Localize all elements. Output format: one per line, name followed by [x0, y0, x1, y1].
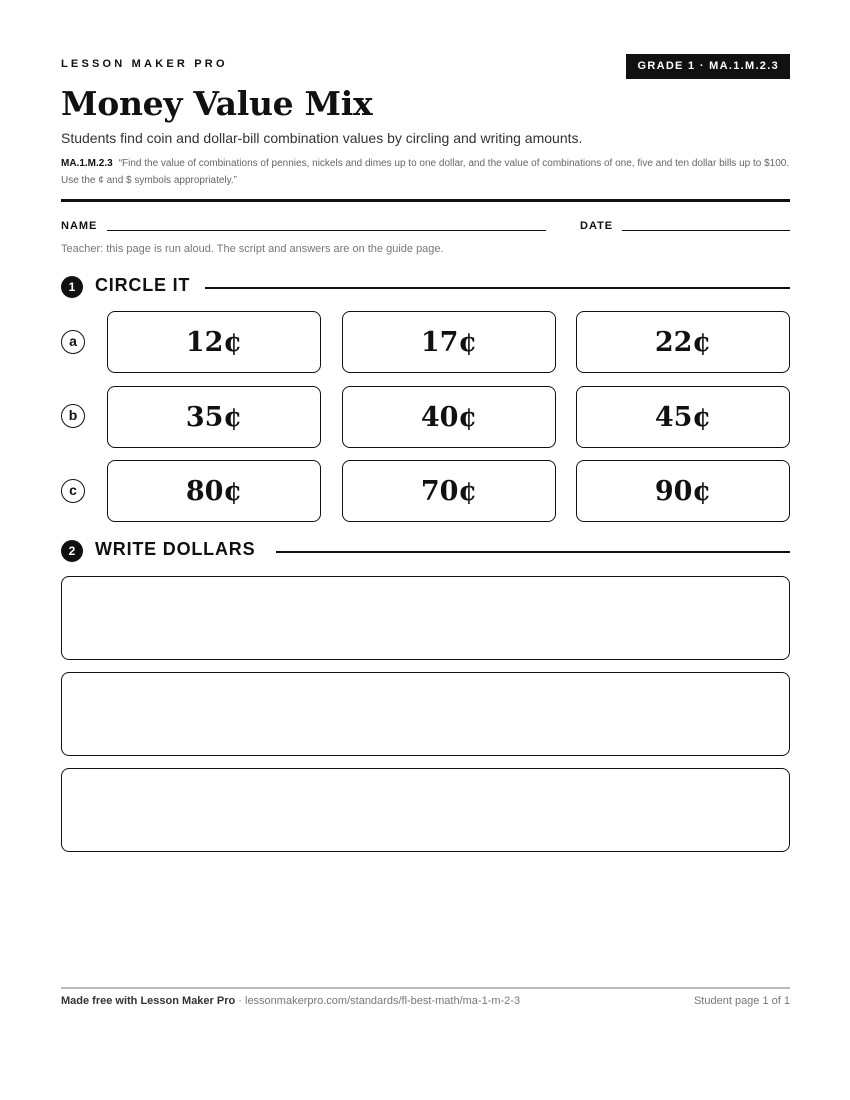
standard-text: “Find the value of combinations of pennies, nickels and dimes up to one dollar, and the value of combinations of one, five and ten dollar bills up to $100. Use the ¢ and $ symbols appropriately.” — [61, 158, 790, 186]
write-dollars-box-1[interactable] — [61, 576, 790, 660]
row-letter-b: b — [61, 404, 85, 428]
footer-page-label: Student page 1 of 1 — [693, 995, 790, 1007]
header-divider — [61, 199, 790, 202]
option-a-3[interactable]: 22¢ — [576, 311, 790, 373]
footer-made-with: Made free with Lesson Maker Pro — [61, 995, 236, 1007]
footer-divider — [61, 987, 790, 989]
section-2-rule — [276, 551, 790, 553]
date-label: DATE — [580, 220, 614, 232]
section-1-title: CIRCLE IT — [95, 275, 191, 295]
option-c-3[interactable]: 90¢ — [576, 460, 790, 522]
standard-code: MA.1.M.2.3 — [61, 158, 113, 169]
footer-credit — [61, 995, 520, 1007]
name-line[interactable] — [107, 230, 546, 231]
row-letter-a: a — [61, 330, 85, 354]
brand-label: LESSON MAKER PRO — [61, 58, 228, 70]
standard-description — [61, 155, 790, 189]
write-dollars-box-2[interactable] — [61, 672, 790, 756]
section-2-number: 2 — [61, 540, 83, 562]
name-label: NAME — [61, 220, 98, 232]
grade-badge: GRADE 1 · MA.1.M.2.3 — [626, 54, 790, 79]
option-b-1[interactable]: 35¢ — [107, 386, 321, 448]
option-c-2[interactable]: 70¢ — [342, 460, 556, 522]
option-a-2[interactable]: 17¢ — [342, 311, 556, 373]
footer-url[interactable]: · lessonmakerpro.com/standards/fl-best-math/ma-1-m-2-3 — [235, 995, 521, 1007]
option-c-1[interactable]: 80¢ — [107, 460, 321, 522]
option-a-1[interactable]: 12¢ — [107, 311, 321, 373]
page-subtitle: Students find coin and dollar-bill combination values by circling and writing amounts. — [61, 130, 583, 146]
option-b-3[interactable]: 45¢ — [576, 386, 790, 448]
teacher-note: Teacher: this page is run aloud. The script and answers are on the guide page. — [61, 243, 444, 255]
page-title: Money Value Mix — [61, 84, 373, 123]
write-dollars-box-3[interactable] — [61, 768, 790, 852]
date-line[interactable] — [622, 230, 790, 231]
row-letter-c: c — [61, 479, 85, 503]
section-1-number: 1 — [61, 276, 83, 298]
section-2-title: WRITE DOLLARS — [95, 539, 256, 559]
section-1-rule — [205, 287, 790, 289]
option-b-2[interactable]: 40¢ — [342, 386, 556, 448]
